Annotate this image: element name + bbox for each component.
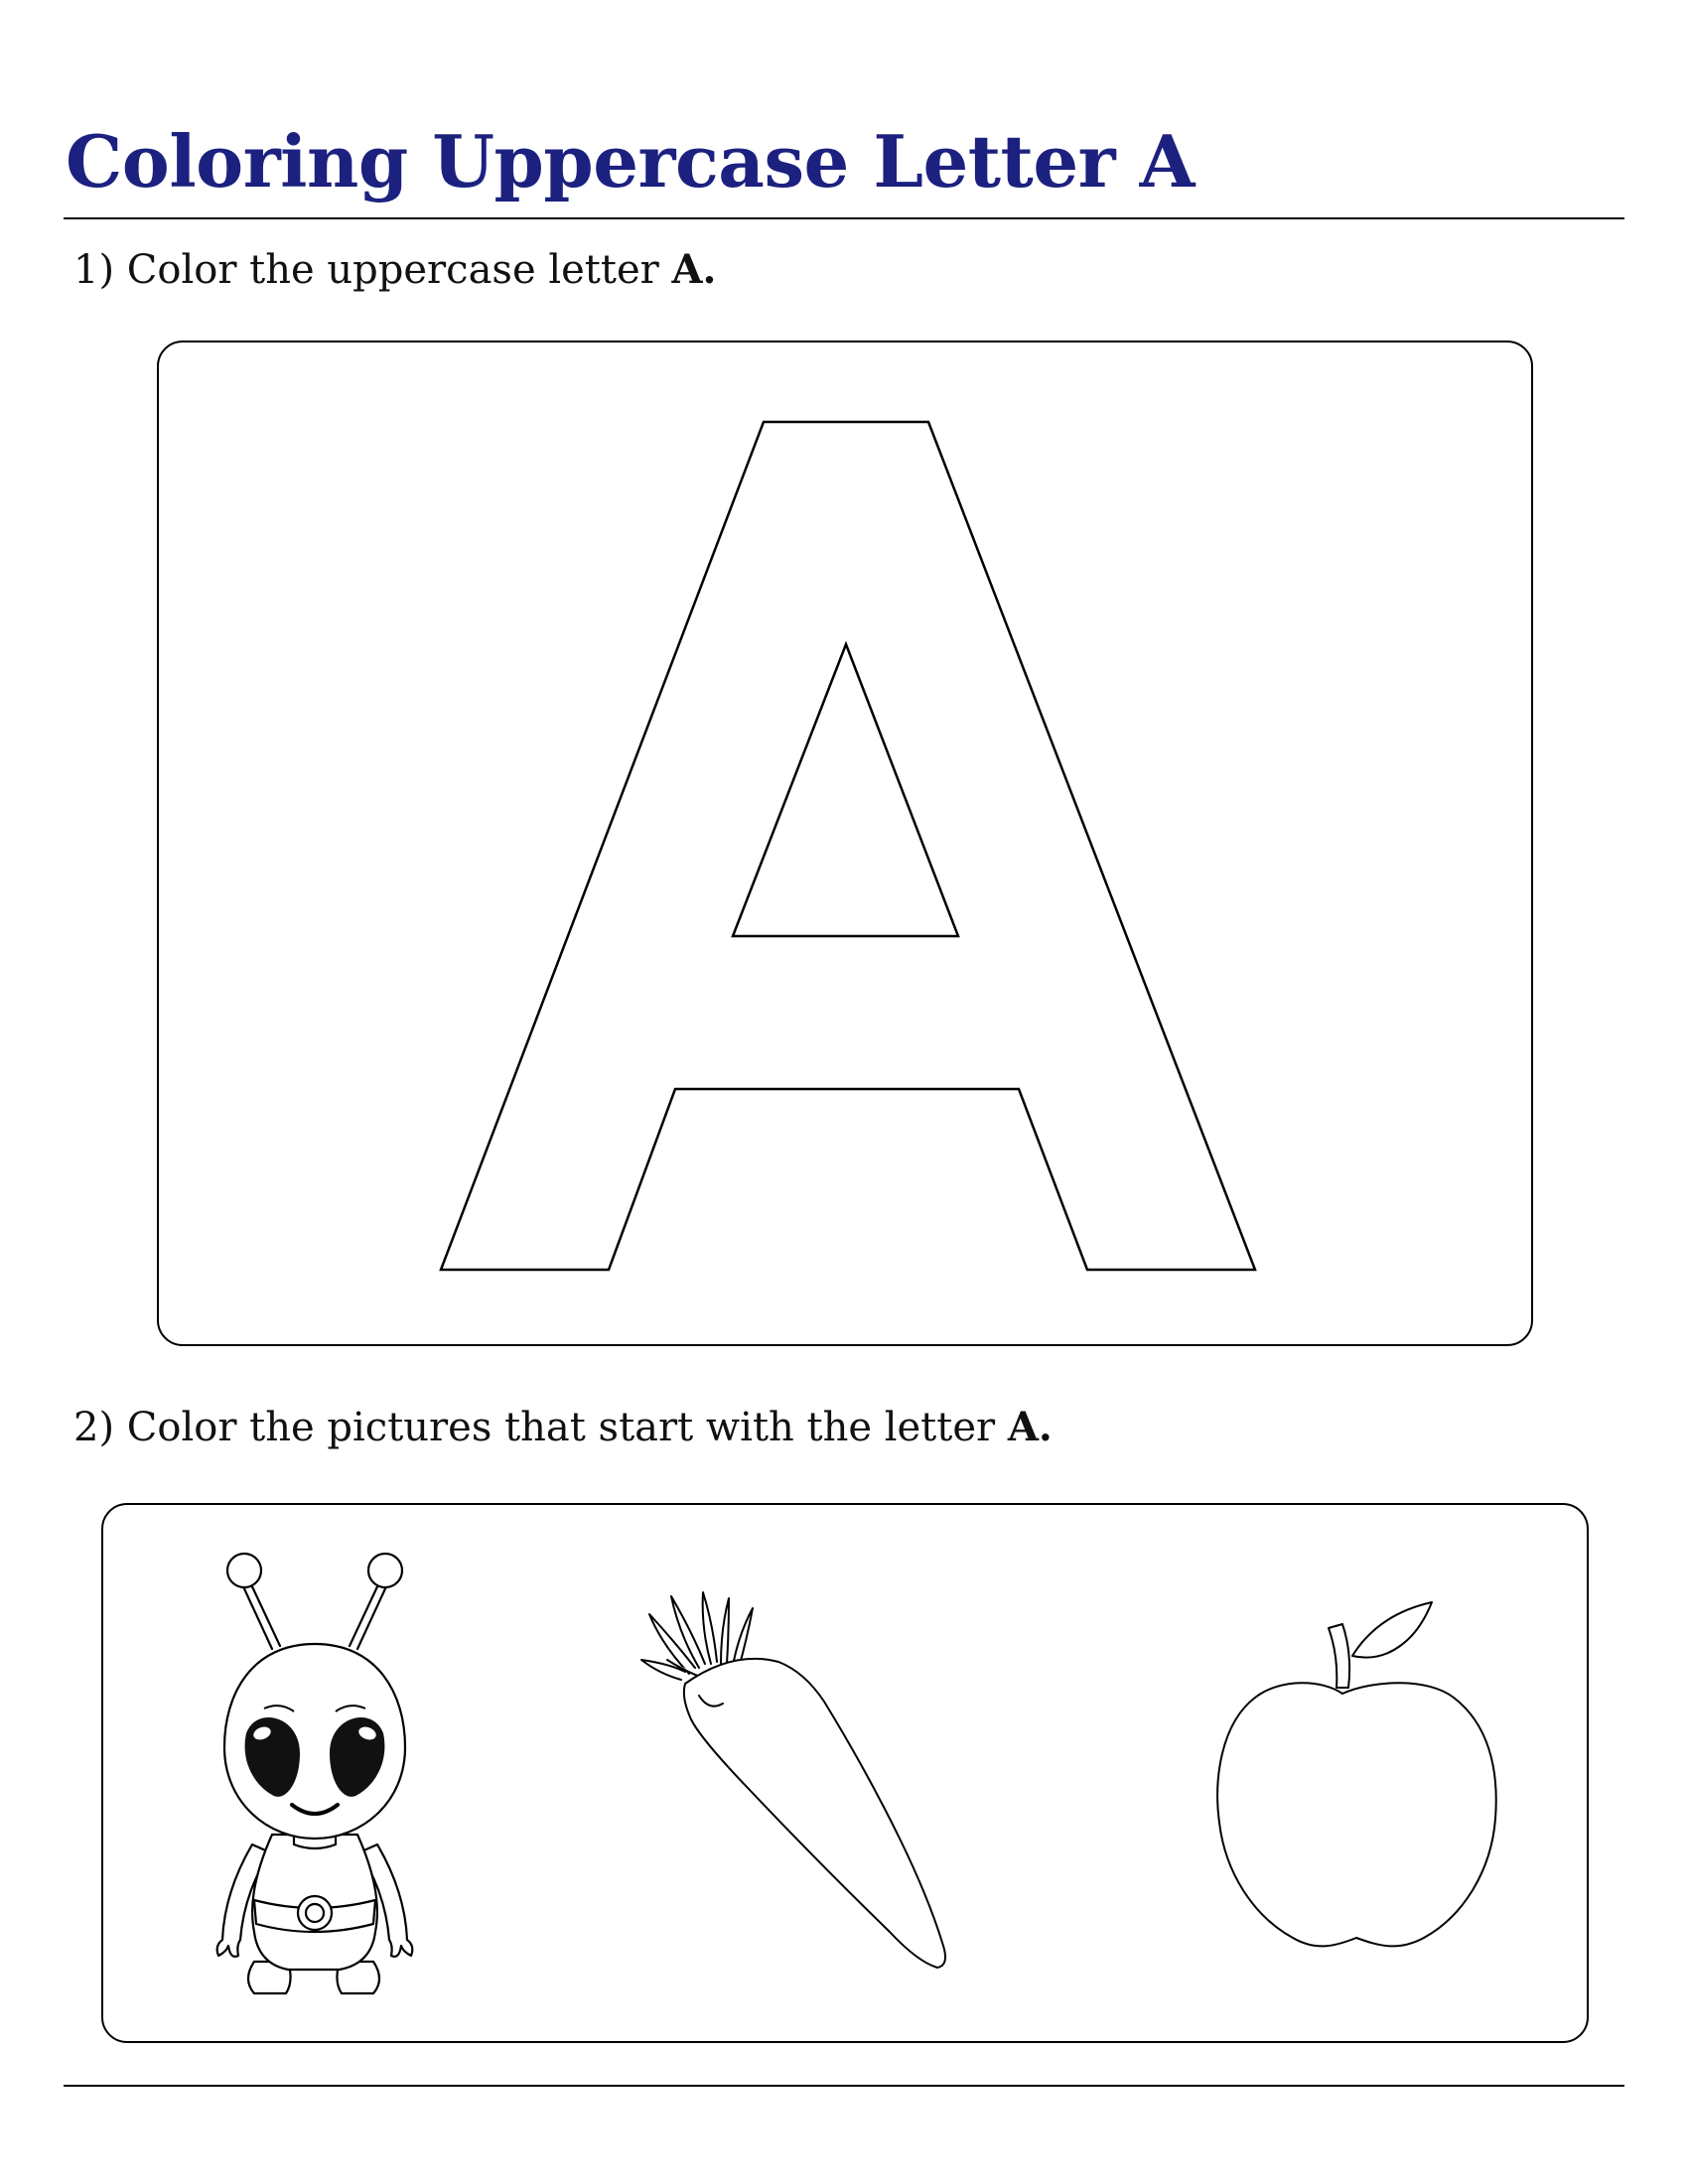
bottom-divider <box>64 2085 1624 2087</box>
top-divider <box>64 217 1624 219</box>
carrot-icon[interactable] <box>630 1584 957 1981</box>
letter-coloring-panel <box>157 341 1533 1346</box>
question-2-number: 2) <box>73 1405 115 1450</box>
worksheet-title: Coloring Uppercase Letter A <box>66 119 1195 204</box>
alien-icon[interactable] <box>203 1535 441 2021</box>
question-2-letter: A. <box>1007 1404 1053 1450</box>
question-2-text: Color the pictures that start with the letter <box>126 1405 996 1450</box>
question-1-letter: A. <box>671 246 717 293</box>
uppercase-a-outline[interactable] <box>159 342 1535 1348</box>
question-1-text: Color the uppercase letter <box>126 247 659 293</box>
question-2 <box>73 1403 1053 1452</box>
pictures-coloring-panel <box>101 1503 1589 2043</box>
apple-icon[interactable] <box>1203 1584 1521 1981</box>
question-1-number: 1) <box>73 247 115 293</box>
question-1 <box>73 245 716 295</box>
